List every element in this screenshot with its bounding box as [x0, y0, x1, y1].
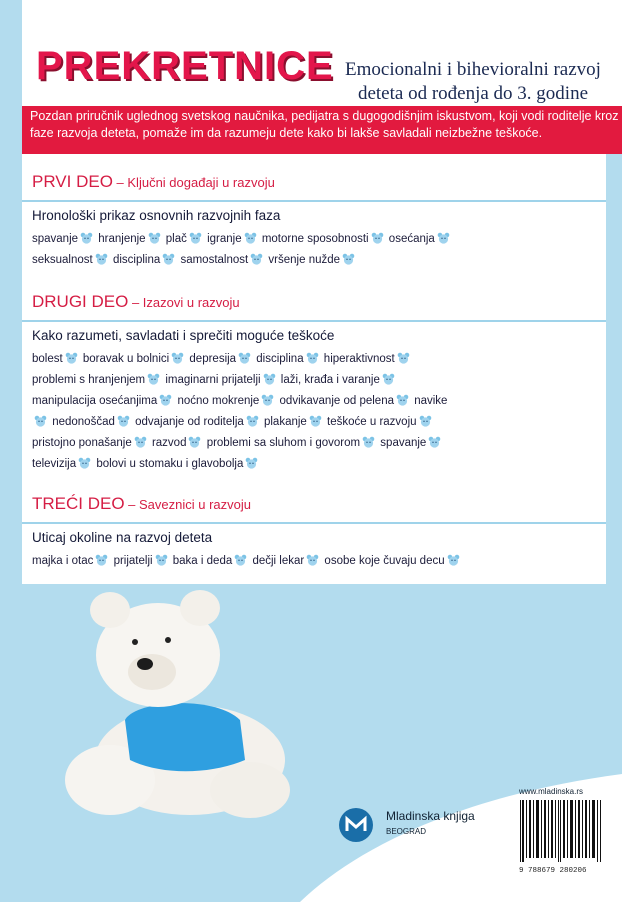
bear-bullet-icon [371, 232, 384, 244]
topic-item: problemi s hranjenjem [32, 374, 146, 386]
bear-bullet-icon [65, 352, 78, 364]
section-title: DRUGI DEO [32, 292, 129, 311]
bear-bullet-icon [382, 373, 395, 385]
section-divider [22, 320, 606, 322]
section-description: Kako razumeti, savladati i sprečiti moguće teškoće [32, 328, 335, 343]
bear-bullet-icon [162, 253, 175, 265]
bear-bullet-icon [148, 232, 161, 244]
topic-item: disciplina [112, 254, 161, 266]
bear-bullet-icon [397, 352, 410, 364]
topic-item: dečji lekar [252, 555, 305, 567]
teddy-bear-image [40, 590, 300, 820]
barcode [516, 798, 606, 864]
topic-item: plač [165, 233, 187, 245]
publisher-name: Mladinska knjiga [386, 809, 475, 823]
bear-bullet-icon [155, 554, 168, 566]
topic-item: disciplina [256, 353, 304, 365]
topic-list [32, 349, 462, 475]
section-subtitle: – Ključni događaji u razvoju [112, 175, 275, 190]
topic-item: spavanje [32, 233, 79, 245]
section-heading [32, 172, 592, 194]
publisher-city: BEOGRAD [386, 827, 427, 836]
topic-list [32, 551, 592, 572]
bear-bullet-icon [437, 232, 450, 244]
topic-item: plakanje [263, 416, 307, 428]
topic-item: nedonoščad [52, 416, 115, 428]
bear-bullet-icon [306, 352, 319, 364]
topic-item: majka i otac [32, 555, 94, 567]
bear-bullet-icon [261, 394, 274, 406]
isbn-number: 9 788679 280206 [519, 867, 587, 875]
section-drugi-deo [32, 292, 592, 475]
bear-bullet-icon [117, 415, 130, 427]
section-subtitle: – Izazovi u razvoju [128, 295, 240, 310]
topic-item: odvikavanje od pelena [279, 395, 394, 407]
topic-item: teškoće u razvoju [327, 416, 417, 428]
topic-item: bolovi u stomaku i glavobolja [96, 458, 244, 470]
topic-item: laži, krađa i varanje [280, 374, 380, 386]
topic-item: imaginarni prijatelji [165, 374, 261, 386]
bear-bullet-icon [362, 436, 375, 448]
topic-item: razvod [151, 437, 187, 449]
topic-item: bolest [32, 353, 63, 365]
publisher-logo-icon [336, 805, 376, 845]
topic-item: spavanje [380, 437, 427, 449]
bear-bullet-icon [78, 457, 91, 469]
bear-bullet-icon [263, 373, 276, 385]
topic-item: vršenje nužde [268, 254, 341, 266]
topic-item: motorne sposobnosti [261, 233, 369, 245]
topic-item: problemi sa sluhom i govorom [206, 437, 361, 449]
section-title: TREĆI DEO [32, 494, 125, 513]
bear-bullet-icon [309, 415, 322, 427]
publisher-url: www.mladinska.rs [519, 787, 584, 796]
topic-item: boravak u bolnici [82, 353, 170, 365]
bear-bullet-icon [147, 373, 160, 385]
topic-item: depresija [189, 353, 237, 365]
bear-bullet-icon [188, 436, 201, 448]
topic-item: televizija [32, 458, 77, 470]
section-prvi-deo [32, 172, 592, 271]
section-description: Hronološki prikaz osnovnih razvojnih faza [32, 208, 281, 223]
topic-item: pristojno ponašanje [32, 437, 132, 449]
topic-item: manipulacija osećanjima [32, 395, 158, 407]
bear-bullet-icon [342, 253, 355, 265]
bear-bullet-icon [246, 415, 259, 427]
bear-bullet-icon [428, 436, 441, 448]
bear-bullet-icon [171, 352, 184, 364]
bear-bullet-icon [306, 554, 319, 566]
bear-bullet-icon [95, 253, 108, 265]
topic-item: osećanja [388, 233, 435, 245]
topic-item: seksualnost [32, 254, 93, 266]
bear-bullet-icon [159, 394, 172, 406]
barcode-bars [516, 798, 606, 864]
bear-bullet-icon [95, 554, 108, 566]
bear-bullet-icon [396, 394, 409, 406]
bear-bullet-icon [250, 253, 263, 265]
topic-list [32, 229, 462, 271]
section-heading [32, 494, 592, 516]
section-divider [22, 522, 606, 524]
bear-bullet-icon [234, 554, 247, 566]
book-subtitle: Emocionalni i bihevioralni razvoj deteta od rođenja do 3. godine [345, 59, 601, 104]
bear-bullet-icon [189, 232, 202, 244]
section-subtitle: – Saveznici u razvoju [124, 497, 252, 512]
topic-item: noćno mokrenje [177, 395, 260, 407]
section-description: Uticaj okoline na razvoj deteta [32, 530, 213, 545]
topic-item: hranjenje [98, 233, 146, 245]
blurb-text: Pozdan priručnik uglednog svetskog naučnika, pedijatra s dugogodišnjim iskustvom, koji vodi roditelje kroz faze razvoja deteta, pomaže im da razumeju dete kako bi lakše savladali neizbežne teškoće. [30, 109, 619, 140]
topic-item: odvajanje od roditelja [135, 416, 244, 428]
section-divider [22, 200, 606, 202]
bear-bullet-icon [238, 352, 251, 364]
bear-bullet-icon [34, 415, 47, 427]
topic-item: samostalnost [180, 254, 249, 266]
bear-bullet-icon [80, 232, 93, 244]
section-treci-deo [32, 494, 592, 572]
publisher-logo-block [336, 805, 506, 845]
topic-item: prijatelji [113, 555, 153, 567]
bear-bullet-icon [244, 232, 257, 244]
topic-item: hiperaktivnost [323, 353, 395, 365]
bear-bullet-icon [245, 457, 258, 469]
book-title: PREKRETNICE [36, 44, 334, 88]
topic-item: igranje [207, 233, 242, 245]
topic-item: navike [414, 395, 448, 407]
bear-bullet-icon [419, 415, 432, 427]
bear-bullet-icon [134, 436, 147, 448]
section-title: PRVI DEO [32, 172, 113, 191]
section-heading [32, 292, 592, 314]
topic-item: baka i deda [172, 555, 233, 567]
bear-bullet-icon [447, 554, 460, 566]
topic-item: osobe koje čuvaju decu [324, 555, 445, 567]
